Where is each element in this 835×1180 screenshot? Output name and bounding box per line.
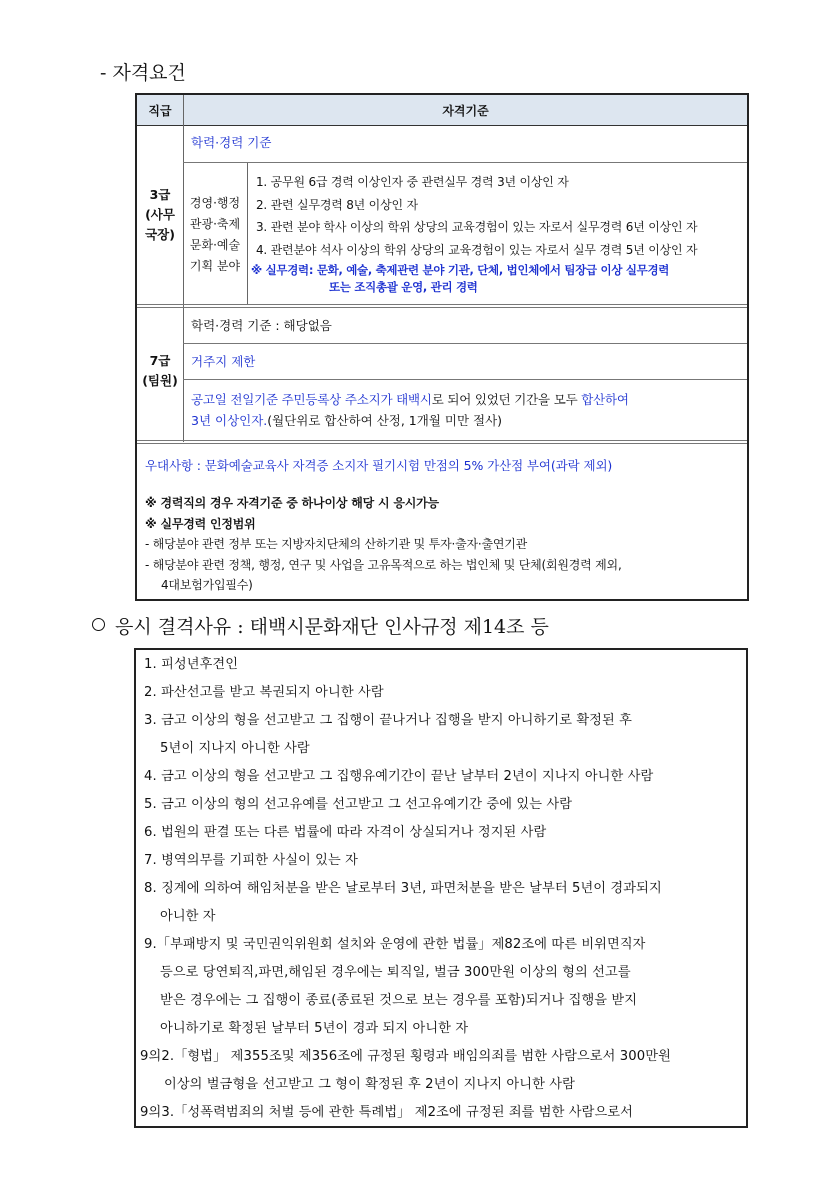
list-item: 4. 금고 이상의 형을 선고받고 그 집행유예기간이 끝난 날부터 2년이 지나지 아니한 사람 — [144, 769, 654, 784]
list-item: 3. 금고 이상의 형을 선고받고 그 집행이 끝나거나 집행을 받지 아니하기로 확정된 후 — [144, 713, 632, 728]
list-item: 3. 관련 분야 학사 이상의 학위 상당의 교육경험이 있는 자로서 실무경력 6년 이상인 자 — [256, 220, 698, 234]
list-item: 9.「부패방지 및 국민권익위원회 설치와 운영에 관한 법률」제82조에 따른 비위면직자 — [144, 937, 646, 952]
grade-3-items — [256, 171, 697, 261]
grade-7-residence-title: 거주지 제한 — [191, 354, 256, 369]
qualification-table — [135, 93, 749, 601]
note-2: ※ 실무경력 인정범위 — [145, 516, 256, 531]
preference-text: 우대사항 : 문화예술교육사 자격증 소지자 필기시험 만점의 5% 가산점 부여(과락 제외) — [145, 458, 613, 473]
disqualification-box — [134, 648, 748, 1128]
list-item: 2. 관련 실무경력 8년 이상인 자 — [256, 197, 418, 212]
grade-7-residence-line-1: 공고일 전일기준 주민등록상 주소지가 태백시로 되어 있었던 기간을 모두 합산하여 — [191, 392, 629, 407]
list-item: 2. 파산선고를 받고 복권되지 아니한 사람 — [144, 685, 384, 700]
list-item: 등으로 당연퇴직,파면,해임된 경우에는 퇴직일, 벌금 300만원 이상의 형의 선고를 — [160, 965, 631, 980]
section-title-disqualification: 응시 결격사유 : 태백시문화재단 인사규정 제14조 등 — [92, 612, 549, 639]
grade-3-criteria-title: 학력·경력 기준 — [191, 135, 272, 150]
section-title-qualification: - 자격요건 — [100, 62, 186, 84]
list-item: 아니한 자 — [160, 909, 216, 924]
grade-7-criteria: 학력·경력 기준 : 해당없음 — [191, 318, 332, 333]
list-item: 8. 징계에 의하여 해임처분을 받은 날로부터 3년, 파면처분을 받은 날부터 5년이 경과되지 — [144, 881, 662, 896]
grade-3-label: 3급 (사무 국장) — [145, 187, 175, 242]
notes-block — [145, 493, 622, 596]
list-item: 이상의 벌금형을 선고받고 그 형이 확정된 후 2년이 지나지 아니한 사람 — [164, 1077, 575, 1092]
list-item: 9의3.「성폭력범죄의 처벌 등에 관한 특례법」 제2조에 규정된 죄를 범한 사람으로서 — [140, 1105, 633, 1120]
list-item: 5년이 지나지 아니한 사람 — [160, 741, 310, 756]
grade-3-note: ※ 실무경력: 문화, 예술, 축제관련 분야 기관, 단체, 법인체에서 팀장급 이상 실무경력 또는 조직총괄 운영, 관리 경력 — [251, 263, 670, 294]
note-sub-2b: 4대보험가입필수) — [161, 578, 253, 592]
list-item: 6. 법원의 판결 또는 다른 법률에 따라 자격이 상실되거나 정지된 사람 — [144, 825, 547, 840]
table-header-row — [137, 95, 747, 126]
list-item: 1. 피성년후견인 — [144, 657, 239, 672]
list-item: 4. 관련분야 석사 이상의 학위 상당의 교육경험이 있는 자로서 실무 경력 5년 이상인 자 — [256, 242, 698, 257]
list-item: 7. 병역의무를 기피한 사실이 있는 자 — [144, 853, 358, 868]
list-item: 아니하기로 확정된 날부터 5년이 경과 되지 아니한 자 — [160, 1021, 469, 1036]
header-grade: 직급 — [148, 103, 172, 118]
list-item: 5. 금고 이상의 형의 선고유예를 선고받고 그 선고유예기간 중에 있는 사람 — [144, 797, 573, 812]
grade-3-field-label: 경영·행정 관광·축제 문화·예술 기획 분야 — [189, 196, 241, 273]
list-item: 9의2.「형법」 제355조및 제356조에 규정된 횡령과 배임의죄를 범한 사람으로서 300만원 — [140, 1049, 671, 1064]
list-item: 받은 경우에는 그 집행이 종료(종료된 것으로 보는 경우를 포함)되거나 집행을 받지 — [160, 993, 638, 1008]
grade-7-label: 7급 (팀원) — [142, 353, 178, 388]
note-sub-2: - 해당분야 관련 정책, 행정, 연구 및 사업을 고유목적으로 하는 법인체 및 단체(회원경력 제외, — [145, 557, 622, 572]
circle-bullet-icon — [92, 618, 105, 631]
note-sub-1: - 해당분야 관련 정부 또는 지방자치단체의 산하기관 및 투자·출자·출연기관 — [145, 537, 528, 551]
header-criteria: 자격기준 — [442, 103, 489, 118]
grade-7-residence-line-2: 3년 이상인자.(월단위로 합산하여 산정, 1개월 미만 절사) — [191, 413, 503, 428]
list-item: 1. 공무원 6급 경력 이상인자 중 관련실무 경력 3년 이상인 자 — [256, 175, 569, 189]
note-1: ※ 경력직의 경우 자격기준 중 하나이상 해당 시 응시가능 — [145, 496, 439, 510]
